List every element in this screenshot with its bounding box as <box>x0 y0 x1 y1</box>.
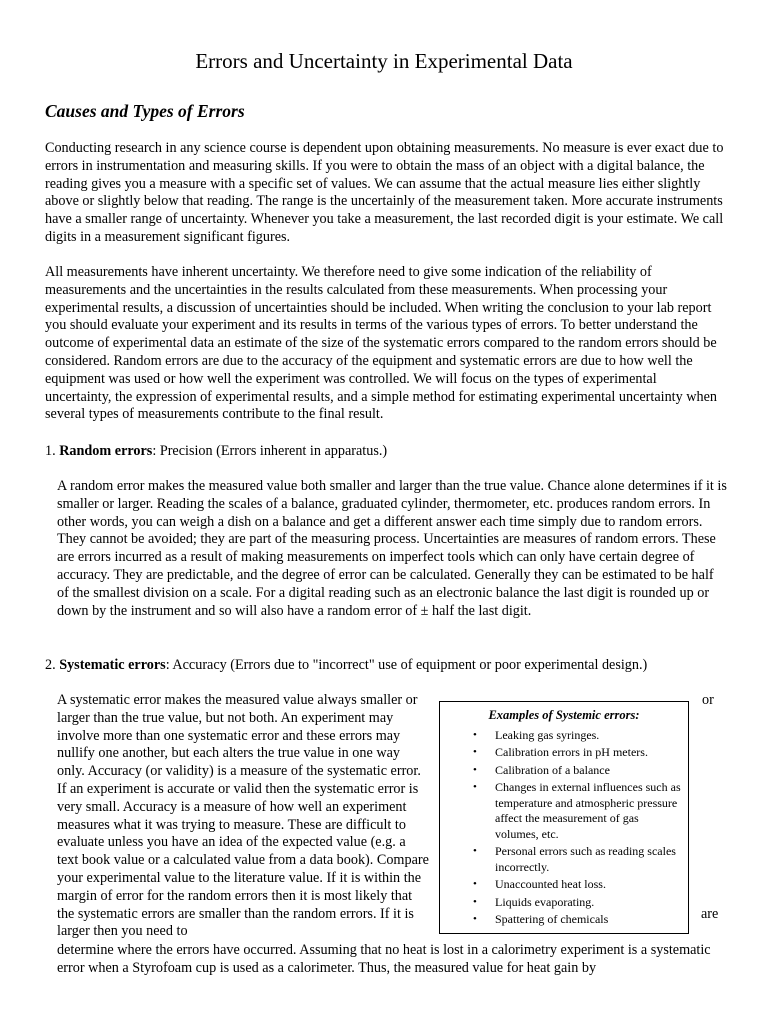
bullet-icon: • <box>473 763 477 776</box>
uncertainty-paragraph: All measurements have inherent uncertainty. We therefore need to give some indication of the reliability of measurements and the uncertainties in the results calculated from these measurements. When processing your experimental results, a discussion of uncertainties should be included. When writing the conclusion to your lab report you should evaluate your experiment and its results in terms of the various types of errors. To better understand the outcome of experimental data an estimate of the size of the systematic errors compared to the random errors should be considered. Random errors are due to the accuracy of the equipment and systematic errors are due to how well the equipment was used or how well the experiment was controlled. We will focus on the types of experimental uncertainty, the expression of experimental results, and a simple method for estimating experimental uncertainty when several types of measurements contribute to the final result. <box>45 264 717 423</box>
bullet-icon: • <box>473 878 477 890</box>
list-item: • Spattering of chemicals <box>473 912 609 926</box>
random-errors-body: A random error makes the measured value both smaller and larger than the true value. Chance alone determines if it is smaller or larger. Reading the scales of a balance, graduated cylinder, thermometer, etc. produces random errors. In other words, you can weigh a dish on a balance and get a different answer each time simply due to random errors. They cannot be avoided; they are part of the measuring process. Uncertainties are measures of random errors. These are errors incurred as a result of making measurements on imperfect tools which can only have certain degree of accuracy. They are predictable, and the degree of error can be calculated. Generally they can be estimated to be half of the smallest division on a scale. For a digital reading such as an electronic balance the last digit is rounded up or down by the instrument and so will also have a random error of ± half the last digit. <box>57 478 727 619</box>
examples-list <box>440 728 688 928</box>
list-item: • Personal errors such as reading scales incorrectly. <box>473 844 676 874</box>
wrap-word-or: or <box>702 692 714 708</box>
list-item: • Changes in external influences such as temperature and atmospheric pressure affect the measurement of gas volumes, etc. <box>473 780 681 841</box>
random-errors-heading <box>45 443 745 461</box>
bullet-icon: • <box>473 845 477 857</box>
random-errors-term: Random errors <box>59 443 153 459</box>
list-item: • Calibration of a balance <box>473 762 610 777</box>
section-heading: Causes and Types of Errors <box>45 101 245 121</box>
wrap-word-are: are <box>701 906 719 922</box>
systematic-errors-desc: : Accuracy (Errors due to "incorrect" use of equipment or poor experimental design.) <box>165 657 648 673</box>
bullet-icon: • <box>473 895 477 908</box>
random-errors-desc: : Precision (Errors inherent in apparatus.) <box>152 443 388 459</box>
systematic-errors-heading <box>45 657 745 675</box>
item-number: 2. <box>45 657 56 673</box>
list-item: • Liquids evaporating. <box>473 894 595 909</box>
bullet-icon: • <box>473 913 477 925</box>
bullet-icon: • <box>473 728 477 741</box>
systematic-errors-term: Systematic errors <box>59 657 166 673</box>
list-item: • Calibration errors in pH meters. <box>473 745 648 759</box>
systematic-errors-body: A systematic error makes the measured value always smaller or larger than the true value, but not both. An experiment may involve more than one systematic error and these errors may nullify one another, but each alters the true value in one way only. Accuracy (or validity) is a measure of the systematic error. If an experiment is accurate or valid then the systematic error is very small. Accuracy is a measure of how well an experiment measures what it was trying to measure. These are difficult to evaluate unless you have an idea of the expected value (e.g. a text book value or a calculated value from a data book). Compare your experimental value to the literature value. If it is within the margin of error for the random errors then it is most likely that the systematic errors are smaller than the random errors. If it is larger then you need to <box>57 692 429 940</box>
list-item: • Leaking gas syringes. <box>473 727 600 742</box>
bullet-icon: • <box>473 781 477 793</box>
intro-paragraph: Conducting research in any science course is dependent upon obtaining measurements. No measure is ever exact due to errors in instrumentation and measuring skills. If you were to obtain the mass of an object with a digital balance, the reading gives you a measure with a specific set of values. We can assume that the actual measure lies either slightly above or slightly below that reading. The range is the uncertainly of the measurement taken. More accurate instruments have a smaller range of uncertainty. Whenever you take a measurement, the last recorded digit is your estimate. We call digits in a measurement significant figures. <box>45 140 724 245</box>
page-title: Errors and Uncertainty in Experimental Data <box>195 49 573 73</box>
list-item: • Unaccounted heat loss. <box>473 877 606 891</box>
examples-title: Examples of Systemic errors: <box>488 708 640 722</box>
bullet-icon: • <box>473 746 477 758</box>
systematic-errors-continued: determine where the errors have occurred. Assuming that no heat is lost in a calorimetry experiment is a systematic error when a Styrofoam cup is used as a calorimeter. Thus, the measured value for heat gain by <box>57 942 711 976</box>
examples-box <box>439 701 689 934</box>
item-number: 1. <box>45 443 56 459</box>
